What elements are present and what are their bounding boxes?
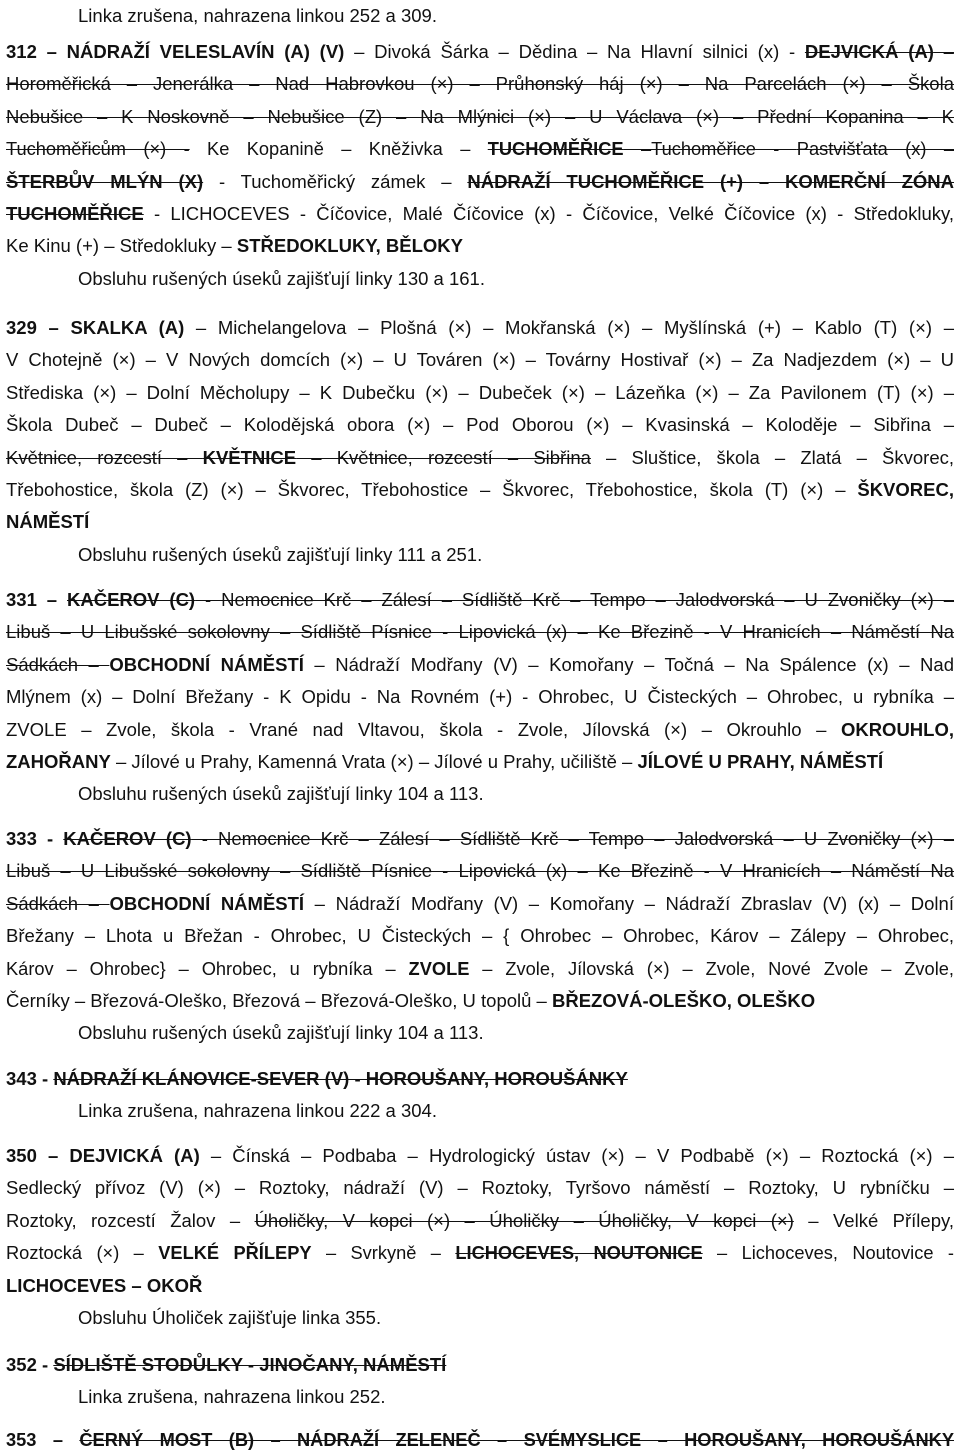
- 331-line: [6, 584, 954, 616]
- stop-terminal: ZAHOŘANY: [6, 751, 111, 772]
- route-text: Břežany – Lhota u Břežan - Ohrobec, U Čisteckých – { Ohrobec – Ohrobec, Károv – Zálepy – Ohrobec,: [6, 925, 954, 947]
- cancelled-text: TUCHOMĚŘICE: [6, 203, 144, 224]
- 333-line: [6, 953, 954, 985]
- route-text: – Sluštice, škola – Zlatá – Škvorec,: [590, 446, 954, 468]
- 350-line: [6, 1172, 954, 1204]
- cancelled-text: KAČEROV (C): [66, 589, 196, 610]
- 353-line: [6, 1424, 954, 1456]
- stop-terminal: ŠKVOREC,: [857, 479, 954, 500]
- 312-line: [6, 198, 954, 230]
- 350-line: [6, 1140, 954, 1172]
- stop-terminal: ZVOLE: [408, 957, 470, 979]
- cancelled-text: –: [933, 41, 954, 62]
- 329-line: [6, 344, 954, 376]
- cancelled-text: –Tuchoměřice -: [623, 138, 797, 160]
- 333-line: [6, 855, 954, 887]
- cancelled-text: NÁDRAŽÍ TUCHOMĚŘICE (+) – KOMERČNÍ ZÓNA: [467, 170, 954, 192]
- route-text: – Nádraží Modřany (V) – Komořany – Točná – Na Spálence (x) – Nad: [303, 653, 954, 675]
- 333-line: [6, 823, 954, 855]
- route-text: – Velké Přílepy,: [793, 1209, 954, 1231]
- stop-terminal: VELKÉ PŘÍLEPY: [158, 1242, 312, 1264]
- route-text: – Svrkyně –: [311, 1242, 456, 1264]
- 331-line: [6, 616, 954, 648]
- cancelled-text: KVĚTNICE: [202, 446, 297, 468]
- cancelled-text: Sádkách –: [6, 653, 110, 675]
- 312-line: [6, 101, 954, 133]
- 331-line: [6, 714, 954, 746]
- 312-line: [6, 166, 954, 198]
- 329-line: [6, 474, 954, 506]
- route-text: – Čínská – Podbaba – Hydrologický ústav (×) – V Podbabě (×) – Roztocká (×) –: [199, 1145, 954, 1166]
- 350-line: [6, 1270, 954, 1302]
- route-text: Obsluhu rušených úseků zajišťují linky 111 a 251.: [78, 543, 483, 565]
- cancelled-text: Horoměřická – Jenerálka – Nad Habrovkou (×) – Průhonský háj (×) – Na Parcelách (×) – Škola: [6, 73, 954, 95]
- cancelled-text: Libuš – U Libušské sokolovny – Sídliště Písnice - Lipovická (x) – Ke Březině - V Hranicích – Náměstí Na: [6, 860, 954, 882]
- cancelled-text: Pastvišťata (x) –: [796, 138, 954, 160]
- cancelled-text: Nebušice – K Noskovně – Nebušice (Z) – Na Mlýnici (×) – U Václava (×) – Přední Kopanina – K: [6, 105, 954, 127]
- route-text: - LICHOCEVES - Číčovice, Malé Číčovice (x) - Číčovice, Velké Číčovice (x) - Středokluky,: [143, 203, 954, 224]
- route-text: – Lichoceves, Noutovice -: [702, 1242, 954, 1264]
- 329-line: [6, 409, 954, 441]
- route-text: – Michelangelova – Plošná (×) – Mokřanská (×) – Myšlínská (+) – Kablo (T) (×) –: [184, 317, 954, 338]
- cancelled-text: Sádkách –: [6, 892, 110, 914]
- cancelled-text: TUCHOMĚŘICE: [487, 138, 624, 160]
- 312-line: [6, 230, 954, 262]
- 331-line: [6, 746, 954, 778]
- route-text: Škola Dubeč – Dubeč – Kolodějská obora (×) – Pod Oborou (×) – Kvasinská – Koloděje – Sibřina –: [6, 414, 954, 436]
- 350-line: [6, 1302, 954, 1334]
- stop-terminal: BŘEZOVÁ-OLEŠKO, OLEŠKO: [552, 990, 816, 1011]
- stop-terminal: 333 -: [6, 828, 64, 849]
- route-text: – Zvole, Jílovská (×) – Zvole, Nové Zvole – Zvole,: [469, 957, 954, 979]
- 333-line: [6, 1017, 954, 1049]
- route-text: Obsluhu rušených úseků zajišťují linky 130 a 161.: [78, 267, 485, 289]
- route-text: Ke Kopanině – Kněživka –: [189, 138, 488, 160]
- cancelled-text: - Nemocnice Krč – Zálesí – Sídliště Krč – Tempo – Jalodvorská – U Zvoničky (×) –: [191, 828, 954, 849]
- 352-line: [6, 1381, 954, 1413]
- 331-line: [6, 649, 954, 681]
- stop-terminal: NÁMĚSTÍ: [6, 511, 90, 533]
- stop-terminal: JÍLOVÉ U PRAHY, NÁMĚSTÍ: [637, 751, 884, 772]
- route-text: Roztocká (×) –: [6, 1242, 159, 1264]
- stop-terminal: LICHOCEVES – OKOŘ: [6, 1274, 203, 1296]
- route-text: Sedlecký přívoz (V) (×) – Roztoky, nádraží (V) – Roztoky, Tyršovo náměstí – Roztoky, U rybníčku –: [6, 1177, 954, 1199]
- stop-terminal: 312 – NÁDRAŽÍ VELESLAVÍN (A) (V): [6, 41, 345, 62]
- stop-terminal: 352 -: [6, 1354, 54, 1375]
- route-text: Obsluhu rušených úseků zajišťují linky 104 a 113.: [78, 783, 484, 805]
- stop-terminal: OBCHODNÍ NÁMĚSTÍ: [109, 892, 305, 914]
- 352-line: [6, 1349, 954, 1381]
- route-text: Obsluhu rušených úseků zajišťují linky 104 a 113.: [78, 1022, 484, 1044]
- route-text: Roztoky, rozcestí Žalov –: [6, 1209, 255, 1231]
- route-text: V Chotejně (×) – V Nových domcích (×) – U Továren (×) – Továrny Hostivař (×) – Za Nadjezdem (×) – U: [6, 349, 954, 371]
- route-text: Střediska (×) – Dolní Měcholupy – K Dubečku (×) – Dubeček (×) – Lázeňka (×) – Za Pavilonem (T) (×) –: [6, 381, 954, 403]
- route-text: Mlýnem (x) – Dolní Břežany - K Opidu - Na Rovném (+) - Ohrobec, U Čisteckých – Ohrobec, u rybníka –: [6, 686, 954, 708]
- cancelled-text: Úholičky, V kopci (×) – Úholičky – Úholičky, V kopci (×): [254, 1209, 794, 1231]
- cancelled-text: ŠTERBŮV MLÝN (X): [6, 170, 204, 192]
- 312-line: [6, 133, 954, 165]
- stop-terminal: 329 – SKALKA (A): [6, 317, 185, 338]
- route-text: Károv – Ohrobec} – Ohrobec, u rybníka –: [6, 957, 409, 979]
- 329-line: [6, 377, 954, 409]
- cancelled-text: ČERNÝ MOST (B) – NÁDRAŽÍ ZELENEČ – SVÉMYSLICE – HOROUŠANY, HOROUŠÁNKY: [79, 1429, 954, 1450]
- cancelled-text: Tuchoměřicům (×) -: [6, 138, 190, 160]
- stop-terminal: STŘEDOKLUKY, BĚLOKY: [236, 235, 463, 257]
- 333-line: [6, 920, 954, 952]
- route-text: Linka zrušena, nahrazena linkou 252 a 309.: [78, 5, 437, 26]
- cancelled-text: - Nemocnice Krč – Zálesí – Sídliště Krč – Tempo – Jalodvorská – U Zvoničky (×) –: [195, 589, 954, 610]
- 333-line: [6, 985, 954, 1017]
- route-text: Linka zrušena, nahrazena linkou 252.: [78, 1386, 386, 1408]
- 331-line: [6, 778, 954, 810]
- cancelled-text: NÁDRAŽÍ KLÁNOVICE-SEVER (V) - HOROUŠANY, HOROUŠÁNKY: [53, 1068, 628, 1089]
- 312-line: [6, 36, 954, 68]
- route-text: – Jílové u Prahy, Kamenná Vrata (×) – Jílové u Prahy, učiliště –: [110, 751, 638, 772]
- 329-line: [6, 442, 954, 474]
- route-text: Obsluhu Úholiček zajišťuje linka 355.: [78, 1307, 382, 1328]
- 312-line: [6, 263, 954, 295]
- 350-line: [6, 1205, 954, 1237]
- route-text: Třebohostice, škola (Z) (×) – Škvorec, Třebohostice – Škvorec, Třebohostice, škola (T) (×) –: [6, 479, 858, 500]
- route-text: Černíky – Březová-Oleško, Březová – Březová-Oleško, U topolů –: [6, 990, 552, 1011]
- stop-terminal: 353 –: [6, 1429, 80, 1450]
- cancelled-text: – Květnice, rozcestí – Sibřina: [296, 446, 591, 468]
- route-text: – Divoká Šárka – Dědina – Na Hlavní silnici (x) -: [344, 41, 805, 62]
- stop-terminal: OKROUHLO,: [840, 718, 954, 740]
- 309-note-line: [6, 0, 954, 32]
- route-text: – Nádraží Modřany (V) – Komořany – Nádraží Zbraslav (V) (x) – Dolní: [304, 892, 954, 914]
- 329-line: [6, 539, 954, 571]
- stop-terminal: 343 -: [6, 1068, 54, 1089]
- 343-line: [6, 1063, 954, 1095]
- cancelled-text: SÍDLIŠTĚ STODŮLKY - JINOČANY, NÁMĚSTÍ: [53, 1354, 447, 1375]
- stop-terminal: 350 – DEJVICKÁ (A): [6, 1145, 200, 1166]
- cancelled-text: LICHOCEVES, NOUTONICE: [455, 1242, 703, 1264]
- cancelled-text: Květnice, rozcestí –: [6, 446, 203, 468]
- route-text: - Tuchoměřický zámek –: [203, 170, 468, 192]
- cancelled-text: DEJVICKÁ (A): [804, 41, 934, 62]
- stop-terminal: OBCHODNÍ NÁMĚSTÍ: [109, 653, 304, 675]
- 331-line: [6, 681, 954, 713]
- cancelled-text: KAČEROV (C): [63, 828, 192, 849]
- 333-line: [6, 888, 954, 920]
- 350-line: [6, 1237, 954, 1269]
- 329-line: [6, 506, 954, 538]
- stop-terminal: 331 –: [6, 589, 67, 610]
- route-text: Ke Kinu (+) – Středokluky –: [6, 235, 237, 257]
- route-text: ZVOLE – Zvole, škola - Vrané nad Vltavou, škola - Zvole, Jílovská (×) – Okrouhlo –: [6, 718, 841, 740]
- 329-line: [6, 312, 954, 344]
- cancelled-text: Libuš – U Libušské sokolovny – Sídliště Písnice - Lipovická (x) – Ke Březině - V Hranicích – Náměstí Na: [6, 621, 954, 643]
- 312-line: [6, 68, 954, 100]
- 343-line: [6, 1095, 954, 1127]
- route-text: Linka zrušena, nahrazena linkou 222 a 304.: [78, 1100, 437, 1122]
